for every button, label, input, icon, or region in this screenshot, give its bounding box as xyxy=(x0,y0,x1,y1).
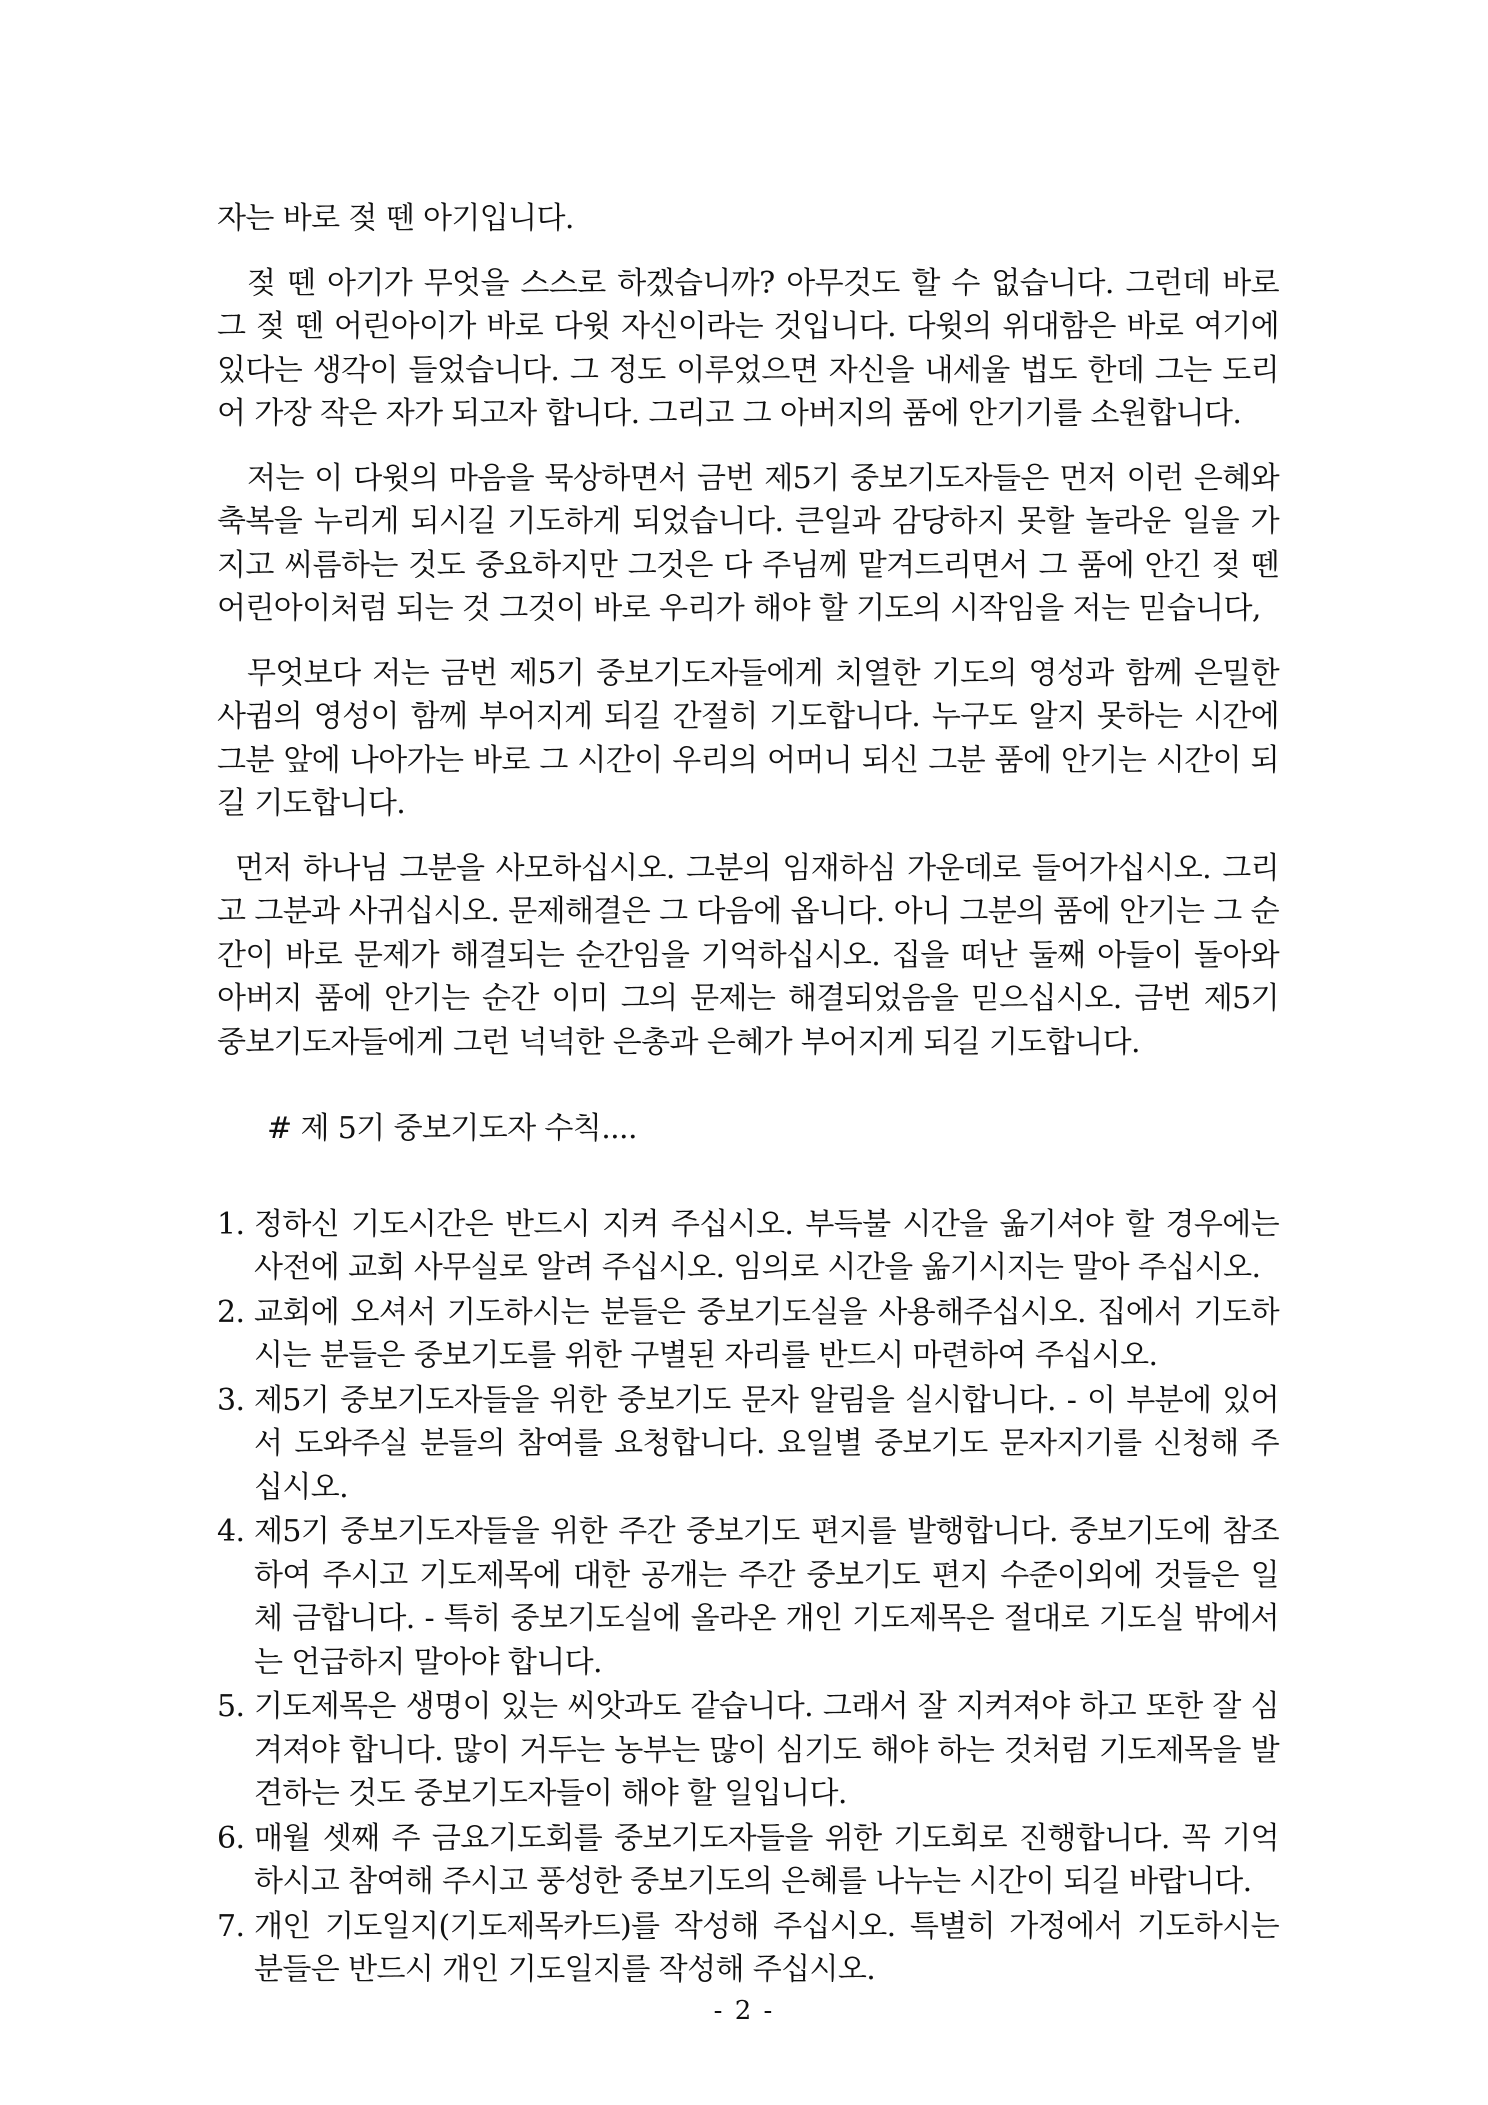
paragraph-continuation: 자는 바로 젖 뗀 아기입니다. xyxy=(217,201,574,236)
rule-item xyxy=(217,1817,1279,1904)
rules-heading: # 제 5기 중보기도자 수칙.... xyxy=(267,1111,637,1146)
rule-text: 교회에 오셔서 기도하시는 분들은 중보기도실을 사용해주십시오. 집에서 기도하시는 분들은 중보기도를 위한 구별된 자리를 반드시 마련하여 주십시오. xyxy=(254,1294,1279,1373)
rule-number: 6. xyxy=(217,1820,245,1856)
page-content xyxy=(217,197,1279,1993)
rule-number: 4. xyxy=(217,1514,245,1549)
rule-item xyxy=(217,1685,1279,1816)
rule-item xyxy=(217,1905,1279,1992)
rule-item xyxy=(217,1291,1279,1378)
rule-text: 기도제목은 생명이 있는 씨앗과도 같습니다. 그래서 잘 지켜져야 하고 또한 잘 심겨져야 합니다. 많이 거두는 농부는 많이 심기도 해야 하는 것처럼 기도제목을 발견하는 것도 중보기도자들이 해야 할 일입니다. xyxy=(254,1689,1279,1811)
rule-text: 정하신 기도시간은 반드시 지켜 주십시오. 부득불 시간을 옮기셔야 할 경우에는 사전에 교회 사무실로 알려 주십시오. 임의로 시간을 옮기시지는 말아 주십시오. xyxy=(254,1206,1279,1285)
paragraph-seek-god: 먼저 하나님 그분을 사모하십시오. 그분의 임재하심 가운데로 들어가십시오. 그리고 그분과 사귀십시오. 문제해결은 그 다음에 옵니다. 아니 그분의 품에 안기는 그 순간이 바로 문제가 해결되는 순간임을 기억하십시오. 집을 떠난 둘째 아들이 돌아와 아버지 품에 안기는 순간 이미 그의 문제는 해결되었음을 믿으십시오. 금번 제5기 중보기도자들에게 그런 넉넉한 은총과 은혜가 부어지게 되길 기도합니다. xyxy=(217,850,1279,1060)
rule-item xyxy=(217,1510,1279,1684)
rule-text: 제5기 중보기도자들을 위한 주간 중보기도 편지를 발행합니다. 중보기도에 참조하여 주시고 기도제목에 대한 공개는 주간 중보기도 편지 수준이외에 것들은 일체 금합니다. - 특히 중보기도실에 올라온 개인 기도제목은 절대로 기도실 밖에서는 언급하지 말아야 합니다. xyxy=(254,1514,1279,1680)
rule-text: 개인 기도일지(기도제목카드)를 작성해 주십시오. 특별히 가정에서 기도하시는 분들은 반드시 개인 기도일지를 작성해 주십시오. xyxy=(254,1908,1279,1987)
rules-list xyxy=(217,1203,1279,1992)
rule-number: 1. xyxy=(217,1206,245,1242)
paragraph-weaned-child: 젖 뗀 아기가 무엇을 스스로 하겠습니까? 아무것도 할 수 없습니다. 그런데 바로 그 젖 뗀 어린아이가 바로 다윗 자신이라는 것입니다. 다윗의 위대함은 바로 여기에 있다는 생각이 들었습니다. 그 정도 이루었으면 자신을 내세울 법도 한데 그는 도리어 가장 작은 자가 되고자 합니다. 그리고 그 아버지의 품에 안기기를 소원합니다. xyxy=(217,265,1279,431)
rule-number: 7. xyxy=(217,1908,245,1944)
rule-item xyxy=(217,1379,1279,1510)
rule-number: 3. xyxy=(217,1382,245,1418)
rule-text: 매월 셋째 주 금요기도회를 중보기도자들을 위한 기도회로 진행합니다. 꼭 기억하시고 참여해 주시고 풍성한 중보기도의 은혜를 나누는 시간이 되길 바랍니다. xyxy=(254,1820,1279,1899)
page-number: - 2 - xyxy=(713,1996,775,2026)
rule-item xyxy=(217,1203,1279,1290)
rule-number: 2. xyxy=(217,1294,245,1330)
rule-text: 제5기 중보기도자들을 위한 중보기도 문자 알림을 실시합니다. - 이 부분에 있어서 도와주실 분들의 참여를 요청합니다. 요일별 중보기도 문자지기를 신청해 주십시오. xyxy=(254,1382,1279,1505)
rule-number: 5. xyxy=(217,1689,245,1724)
paragraph-spirituality: 무엇보다 저는 금번 제5기 중보기도자들에게 치열한 기도의 영성과 함께 은밀한 사귐의 영성이 함께 부어지게 되길 간절히 기도합니다. 누구도 알지 못하는 시간에 그분 앞에 나아가는 바로 그 시간이 우리의 어머니 되신 그분 품에 안기는 시간이 되길 기도합니다. xyxy=(217,655,1279,821)
paragraph-meditation: 저는 이 다윗의 마음을 묵상하면서 금번 제5기 중보기도자들은 먼저 이런 은혜와 축복을 누리게 되시길 기도하게 되었습니다. 큰일과 감당하지 못할 놀라운 일을 가지고 씨름하는 것도 중요하지만 그것은 다 주님께 맡겨드리면서 그 품에 안긴 젖 뗀 어린아이처럼 되는 것 그것이 바로 우리가 해야 할 기도의 시작임을 저는 믿습니다, xyxy=(217,460,1279,626)
